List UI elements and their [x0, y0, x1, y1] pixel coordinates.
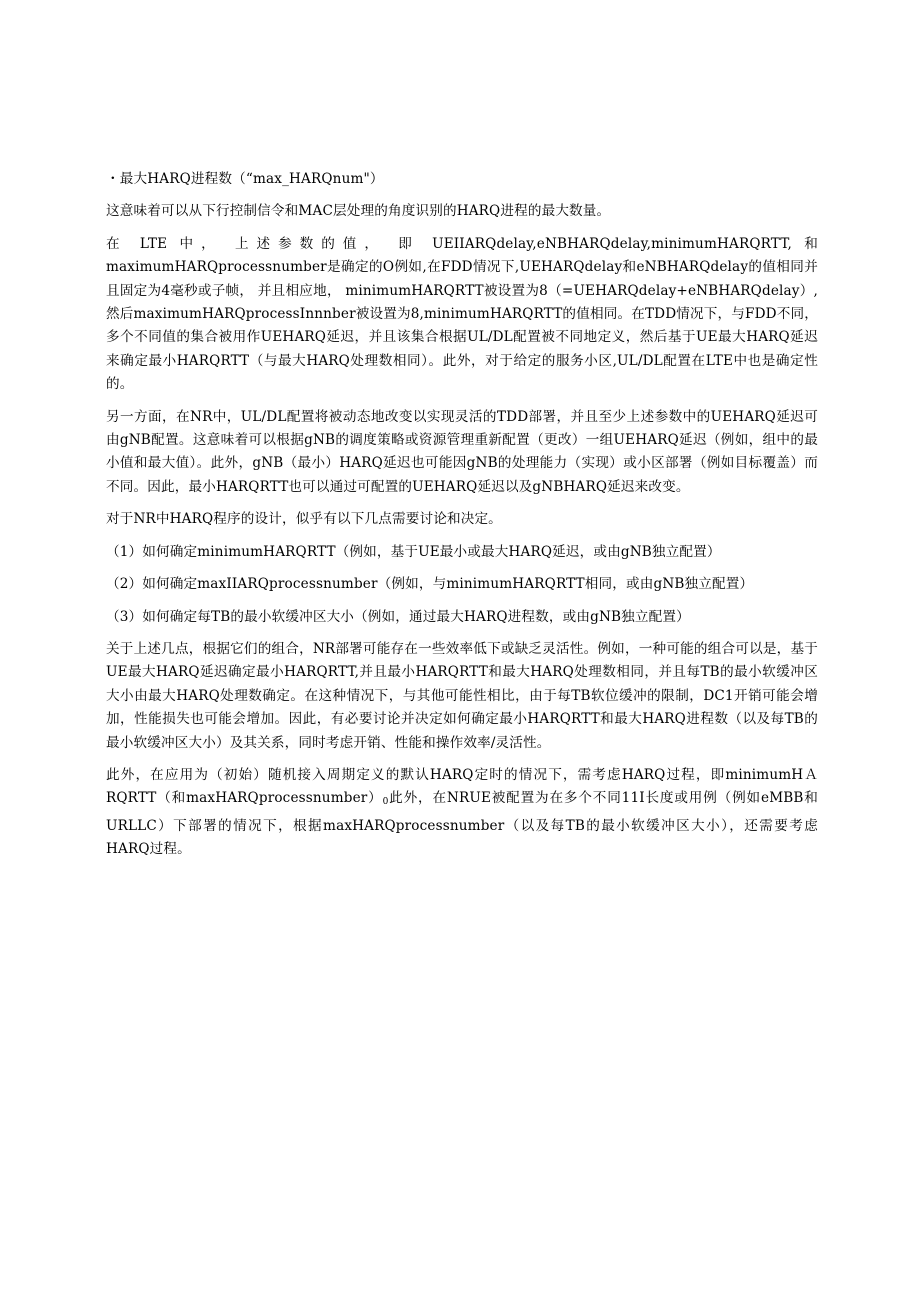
final-text-part2: 此外，在NRUE被配置为在多个不同11I长度或用例（例如eMBB和URLLC）下部署的情况下，根据maxHARQprocessnumber（以及每TB的最小软缓冲区大小），还需要考虑HARQ过程。 — [106, 790, 818, 858]
final-subscript: 0 — [382, 797, 389, 808]
list-item: （3）如何确定每TB的最小软缓冲区大小（例如，通过最大HARQ进程数，或由gNB独立配置） — [106, 608, 690, 625]
document-body — [106, 168, 818, 871]
paragraph-lte: 在 LTE 中， 上述参数的值， 即 UEIIARQdelay,eNBHARQdelay,minimumHARQRTT, 和 maximumHARQprocessnumber是确定的O例如,在FDD情况下,UEHARQdelay和eNBHARQdelay的值相同并且固定为4毫秒或子帧， 并且相应地， minimumHARQRTT被设置为8（=UEHARQdelay+eNBHARQdelay）,然后maximumHARQprocessInnnber被设置为8,minimumHARQRTT的值相同。在TDD情况下，与FDD不同，多个不同值的集合被用作UEHARQ延迟，并且该集合根据UL/DL配置被不同地定义，然后基于UE最大HARQ延迟来确定最小HARQRTT（与最大HARQ处理数相同）。此外，对于给定的服务小区,UL/DL配置在LTE中也是确定性的。 — [106, 235, 818, 393]
paragraph-analysis: 关于上述几点，根据它们的组合，NR部署可能存在一些效率低下或缺乏灵活性。例如，一种可能的组合可以是，基于UE最大HARQ延迟确定最小HARQRTT,并且最小HARQRTT和最大HARQ处理数相同，并且每TB的最小软缓冲区大小由最大HARQ处理数确定。在这种情况下，与其他可能性相比，由于每TB软位缓冲的限制，DC1开销可能会增加，性能损失也可能会增加。因此，有必要讨论并决定如何确定最小HARQRTT和最大HARQ进程数（以及每TB的最小软缓冲区大小）及其关系，同时考虑开销、性能和操作效率/灵活性。 — [106, 640, 818, 751]
list-item: （2）如何确定maxIIARQprocessnumber（例如，与minimumHARQRTT相同，或由gNB独立配置） — [106, 576, 754, 593]
section-heading: ・最大HARQ进程数（“max_HARQnum"） — [106, 171, 384, 187]
paragraph-final — [106, 764, 818, 862]
paragraph-discussion-intro: 对于NR中HARQ程序的设计，似乎有以下几点需要讨论和决定。 — [106, 511, 502, 528]
paragraph-definition: 这意味着可以从下行控制信令和MAC层处理的角度识别的HARQ进程的最大数量。 — [106, 203, 611, 220]
paragraph-nr: 另一方面，在NR中，UL/DL配置将被动态地改变以实现灵活的TDD部署，并且至少上述参数中的UEHARQ延迟可由gNB配置。这意味着可以根据gNB的调度策略或资源管理重新配置（更改）一组UEHARQ延迟（例如，组中的最小值和最大值）。此外，gNB（最小）HARQ延迟也可能因gNB的处理能力（实现）或小区部署（例如目标覆盖）而不同。因此，最小HARQRTT也可以通过可配置的UEHARQ延迟以及gNBHARQ延迟来改变。 — [106, 408, 818, 495]
final-text-part1: 此外，在应用为（初始）随机接入周期定义的默认HARQ定时的情况下，需考虑HARQ过程，即minimumHＡRQRTT（和maxHARQprocessnumber） — [106, 766, 818, 807]
list-item: （1）如何确定minimumHARQRTT（例如，基于UE最小或最大HARQ延迟，或由gNB独立配置） — [106, 543, 721, 560]
